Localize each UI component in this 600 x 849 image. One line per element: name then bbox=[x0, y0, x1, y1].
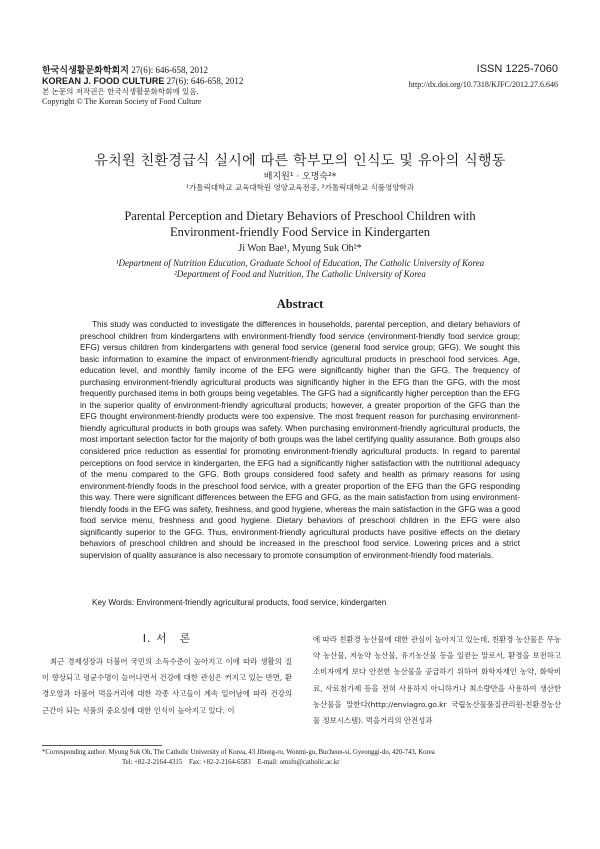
issn: ISSN 1225-7060 bbox=[476, 63, 558, 75]
title-en bbox=[0, 208, 600, 240]
affiliation-en-1: ¹Department of Nutrition Education, Graduate School of Education, The Catholic University of Korea bbox=[115, 258, 485, 268]
abstract-heading: Abstract bbox=[276, 297, 324, 311]
journal-name-en: KOREAN J. FOOD CULTURE bbox=[42, 76, 165, 86]
title-en-line1: Parental Perception and Dietary Behaviors of Preschool Children with bbox=[124, 209, 476, 223]
footnote-contact: Tel: +82-2-2164-4315 Fax: +82-2-2164-6583 E-mail: omsfn@catholic.ac.kr bbox=[122, 759, 340, 766]
authors-ko: 배지원¹ · 오명숙²* bbox=[263, 172, 337, 182]
copyright-note: 본 논문의 저작권은 한국식생활문화학회에 있음. bbox=[42, 87, 199, 96]
journal-name-ko: 한국식생활문화학회지 bbox=[42, 65, 129, 75]
section-heading-introduction: I. 서 론 bbox=[142, 632, 192, 645]
affiliations-en bbox=[0, 258, 600, 280]
keywords-label: Key Words: bbox=[92, 598, 135, 607]
footnote-divider bbox=[42, 745, 162, 746]
intro-paragraph-left: 최근 경제성장과 더불어 국민의 소득수준이 높아지고 이에 따라 생활의 질이 향상되고 평균수명이 늘어나면서 건강에 대한 관심은 커지고 있는 반면, 환경오염과 더불어 먹을거리에 대한 각종 사고들이 계속 일어남에 따라 건강의 근간이 되는 식품의 중요성에 대한 인식이 높아지고 있다. 이 bbox=[42, 657, 292, 715]
journal-ref-ko: 27(6): 646-658, 2012 bbox=[131, 65, 208, 75]
affiliation-en-2: ²Department of Food and Nutrition, The Catholic University of Korea bbox=[174, 269, 426, 279]
journal-ref-en: 27(6): 646-658, 2012 bbox=[166, 76, 244, 86]
authors-en: Ji Won Bae¹, Myung Suk Oh²* bbox=[238, 243, 362, 254]
journal-header bbox=[42, 65, 243, 107]
doi-link[interactable]: http://dx.doi.org/10.7318/KJFC/2012.27.6.646 bbox=[408, 80, 558, 89]
copyright: Copyright © The Korean Society of Food Culture bbox=[42, 97, 202, 106]
intro-paragraph-right: 에 따라 친환경 농산물에 대한 관심이 높아지고 있는데, 친환경 농산물은 무농약 농산물, 저농약 농산물, 유기농산물 등을 일컫는 말로서, 환경을 보전하고 소비자에게 보다 안전한 농산물을 공급하기 위하여 화학자재인 농약, 화학비료, 사료첨가제 등을 전혀 사용하지 아니하거나 최소량만을 사용하여 생산한 농산물을 말한다(http://enviagro.go.kr 국립농산물품질관리원-친환경농산물 정보시스템). 먹을거리의 안전성과 bbox=[313, 635, 561, 726]
footnote-corresponding-author: *Corresponding author: Myung Suk Oh, The Catholic University of Korea, 43 Jibong-ro, Wonmi-gu, Bucheon-si, Gyeonggi-do, 420-743, Korea bbox=[42, 749, 435, 756]
title-ko: 유치원 친환경급식 실시에 따른 학부모의 인식도 및 유아의 식행동 bbox=[94, 153, 506, 169]
keywords-list: Environment-friendly agricultural products, food service, kindergarten bbox=[136, 598, 387, 607]
title-en-line2: Environment-friendly Food Service in Kindergarten bbox=[169, 225, 431, 239]
column-left bbox=[42, 630, 292, 719]
footnote bbox=[42, 748, 562, 768]
journal-ids bbox=[409, 63, 558, 90]
abstract-text: This study was conducted to investigate the differences in households, parental perception, and dietary behaviors of preschool children from kindergartens with environment-friendly food service (environment-friendly food service group; EFG) versus children from kindergartens with general food service (general food service group; GFG). We sought this basic information to examine the impact of environment-friendly agricultural products in preschool food services. Age, education level, and monthly family income of the EFG were significantly higher than the GFG. The frequency of purchasing environment-friendly agricultural products was significantly higher in the EFG than the GFG, with the most frequently purchased items in both groups being vegetables. The GFG had a significantly higher perception than the EFG in the superior quality of environment-friendly agricultural products; however, a greater proportion of the GFG than the EFG thought environment-friendly products were too expensive. The most frequent reason for purchasing environment-friendly agricultural products in both groups was safety. When purchasing environment-friendly agricultural products, the most important selection factor for the majority of both groups was the label certifying quality assurance. Both groups also considered price reduction as essential for promoting environment-friendly agricultural products. In regard to parental perceptions on food service in kindergarten, the EFG had a significantly higher satisfaction with the nutritional adequacy of the menu compared to the GFG. Both groups considered food safety and health as primary reasons for using environment-friendly foods in the preschool food service, with a greater proportion of the EFG than the GFG responding this way. There were significant differences between the EFG and GFG, as the main satisfaction from using environment-friendly foods in the EFG was safety, freshness, and good hygiene, whereas the main satisfaction in the GFG was a good food service menu, freshness and good hygiene. Dietary behaviors of preschool children in the EFG were also significantly superior to the GFG. Thus, environment-friendly agricultural products have positive effects on the dietary behaviors of preschool children and should be increased in the preschool food service. Lowering prices and a strict supervision of quality assurance is also necessary to promote consumption of environment-friendly food materials. bbox=[80, 320, 520, 560]
affiliations-ko: ¹가톨릭대학교 교육대학원 영양교육전공, ²가톨릭대학교 식품영양학과 bbox=[185, 183, 415, 192]
journal-line-ko bbox=[42, 65, 243, 76]
keywords bbox=[92, 598, 532, 607]
journal-line-en bbox=[42, 76, 243, 87]
column-right bbox=[313, 632, 561, 729]
